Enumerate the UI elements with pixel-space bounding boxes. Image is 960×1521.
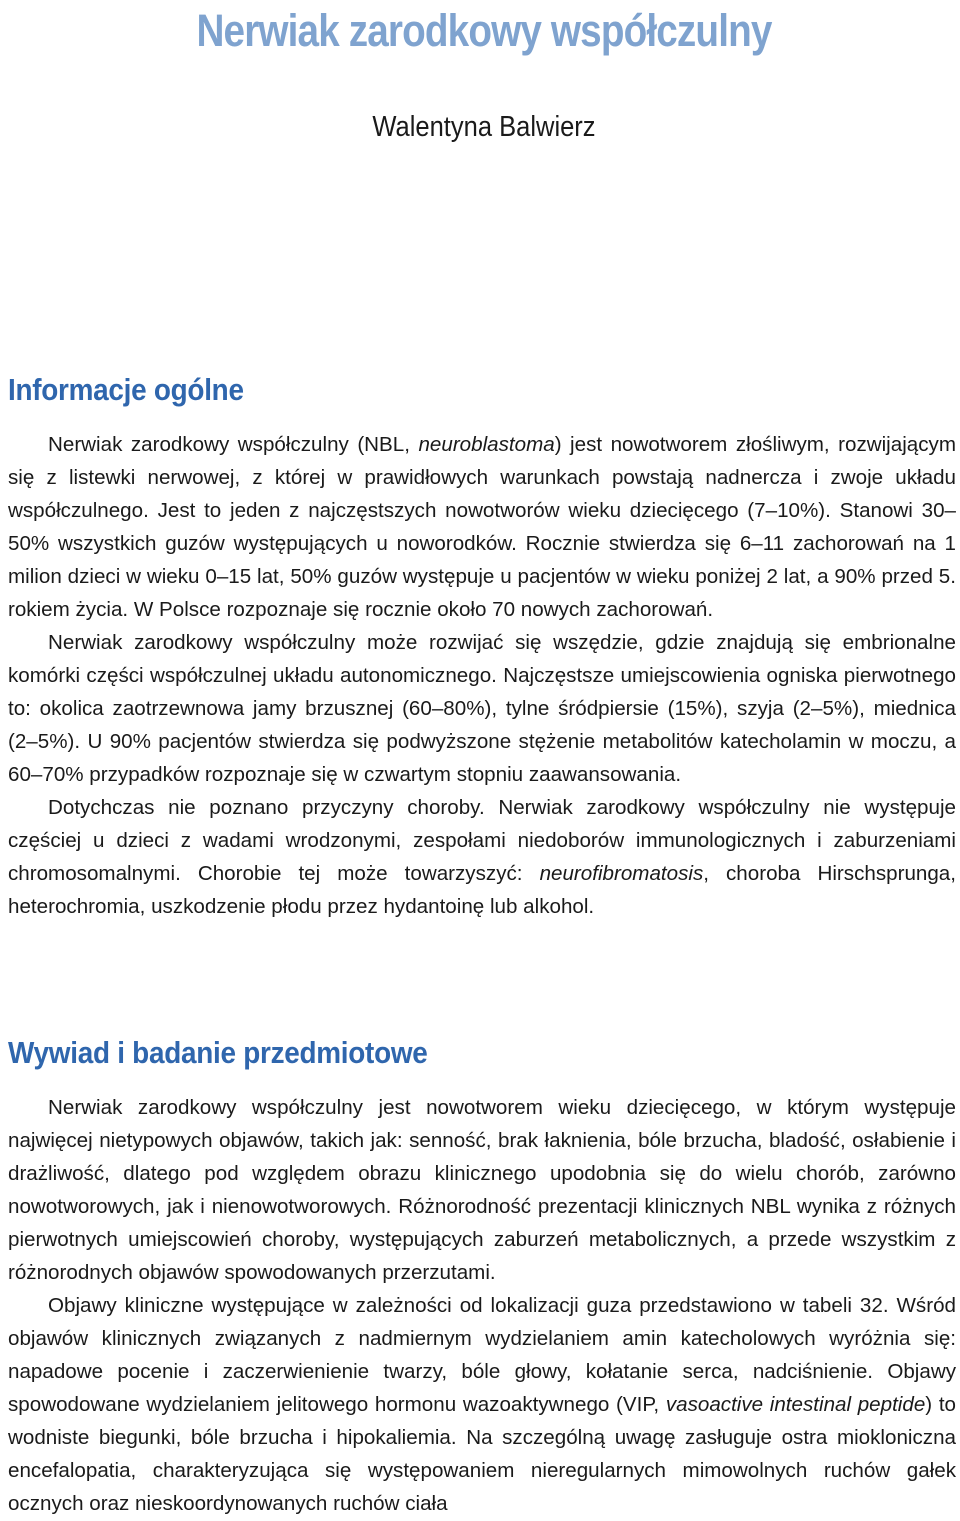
- text-run: Nerwiak zarodkowy współczulny może rozwijać się wszędzie, gdzie znajdują się embrionalne komórki części współczulnej układu autonomicznego. Najczęstsze umiejscowienia ogniska pierwotnego to: okolica zaotrzewnowa jamy brzusznej (60–80%), tylne śródpiersie (15%), szyja (2–5%), miednica (2–5%). U 90% pacjentów stwierdza się podwyższone stężenie metabolitów katecholamin w moczu, a 60–70% przypadków rozpoznaje się w czwartym stopniu zaawansowania.: [8, 631, 956, 786]
- document-title: Nerwiak zarodkowy współczulny: [196, 5, 772, 56]
- paragraph: [8, 626, 956, 791]
- author-name: Walentyna Balwierz: [372, 111, 596, 143]
- text-run: Nerwiak zarodkowy współczulny jest nowotworem wieku dziecięcego, w którym występuje najwięcej nietypowych objawów, takich jak: senność, brak łaknienia, bóle brzucha, bladość, osłabienie i drażliwość, dlatego pod względem obrazu klinicznego upodobnia się do wielu chorób, zarówno nowotworowych, jak i nienowotworowych. Różnorodność prezentacji klinicznych NBL wynika z różnych pierwotnych umiejscowień choroby, występujących zaburzeń metabolicznych, a przede wszystkim z różnorodnych objawów spowodowanych przerzutami.: [8, 1096, 956, 1284]
- paragraph: [8, 1091, 956, 1289]
- text-run: ) jest nowotworem złośliwym, rozwijającym się z listewki nerwowej, z której w prawidłowych warunkach powstają nadnercza i zwoje układu współczulnego. Jest to jeden z najczęstszych nowotworów wieku dziecięcego (7–10%). Stanowi 30–50% wszystkich guzów występujących u noworodków. Rocznie stwierdza się 6–11 zachorowań na 1 milion dzieci w wieku 0–15 lat, 50% guzów występuje u pacjentów w wieku poniżej 2 lat, a 90% przed 5. rokiem życia. W Polsce rozpoznaje się rocznie około 70 nowych zachorowań.: [8, 433, 956, 621]
- latin-term: vasoactive intestinal peptide: [665, 1393, 926, 1416]
- text-run: , choroba Hirschsprunga, heterochromia, uszkodzenie płodu przez hydantoinę lub alkohol.: [8, 862, 956, 918]
- paragraph: [8, 1289, 956, 1520]
- section-heading-general-information: Informacje ogólne: [8, 372, 244, 407]
- section-body-general-information: [8, 428, 956, 923]
- text-run: Dotychczas nie poznano przyczyny choroby. Nerwiak zarodkowy współczulny nie występuje częściej u dzieci z wadami wrodzonymi, zespołami niedoborów immunologicznych i zaburzeniami chromosomalnymi. Chorobie tej może towarzyszyć:: [8, 796, 956, 885]
- text-run: Objawy kliniczne występujące w zależności od lokalizacji guza przedstawiono w tabeli 32. Wśród objawów klinicznych związanych z nadmiernym wydzielaniem amin katecholowych wyróżnia się: napadowe pocenie i zaczerwienienie twarzy, bóle głowy, kołatanie serca, nadciśnienie. Objawy spowodowane wydzielaniem jelitowego hormonu wazoaktywnego (VIP,: [8, 1294, 956, 1416]
- paragraph: [8, 428, 956, 626]
- text-run: Nerwiak zarodkowy współczulny (NBL,: [48, 433, 419, 456]
- latin-term: neurofibromatosis: [539, 862, 704, 885]
- section-body-history-and-examination: [8, 1091, 956, 1520]
- paragraph: [8, 791, 956, 923]
- text-run: ) to wodniste biegunki, bóle brzucha i hipokaliemia. Na szczególną uwagę zasługuje ostra miokloniczna encefalopatia, charakteryzująca się występowaniem nieregularnych mimowolnych ruchów gałek ocznych oraz nieskoordynowanych ruchów ciała: [8, 1393, 956, 1515]
- latin-term: neuroblastoma: [418, 433, 555, 456]
- section-heading-history-and-examination: Wywiad i badanie przedmiotowe: [8, 1035, 428, 1070]
